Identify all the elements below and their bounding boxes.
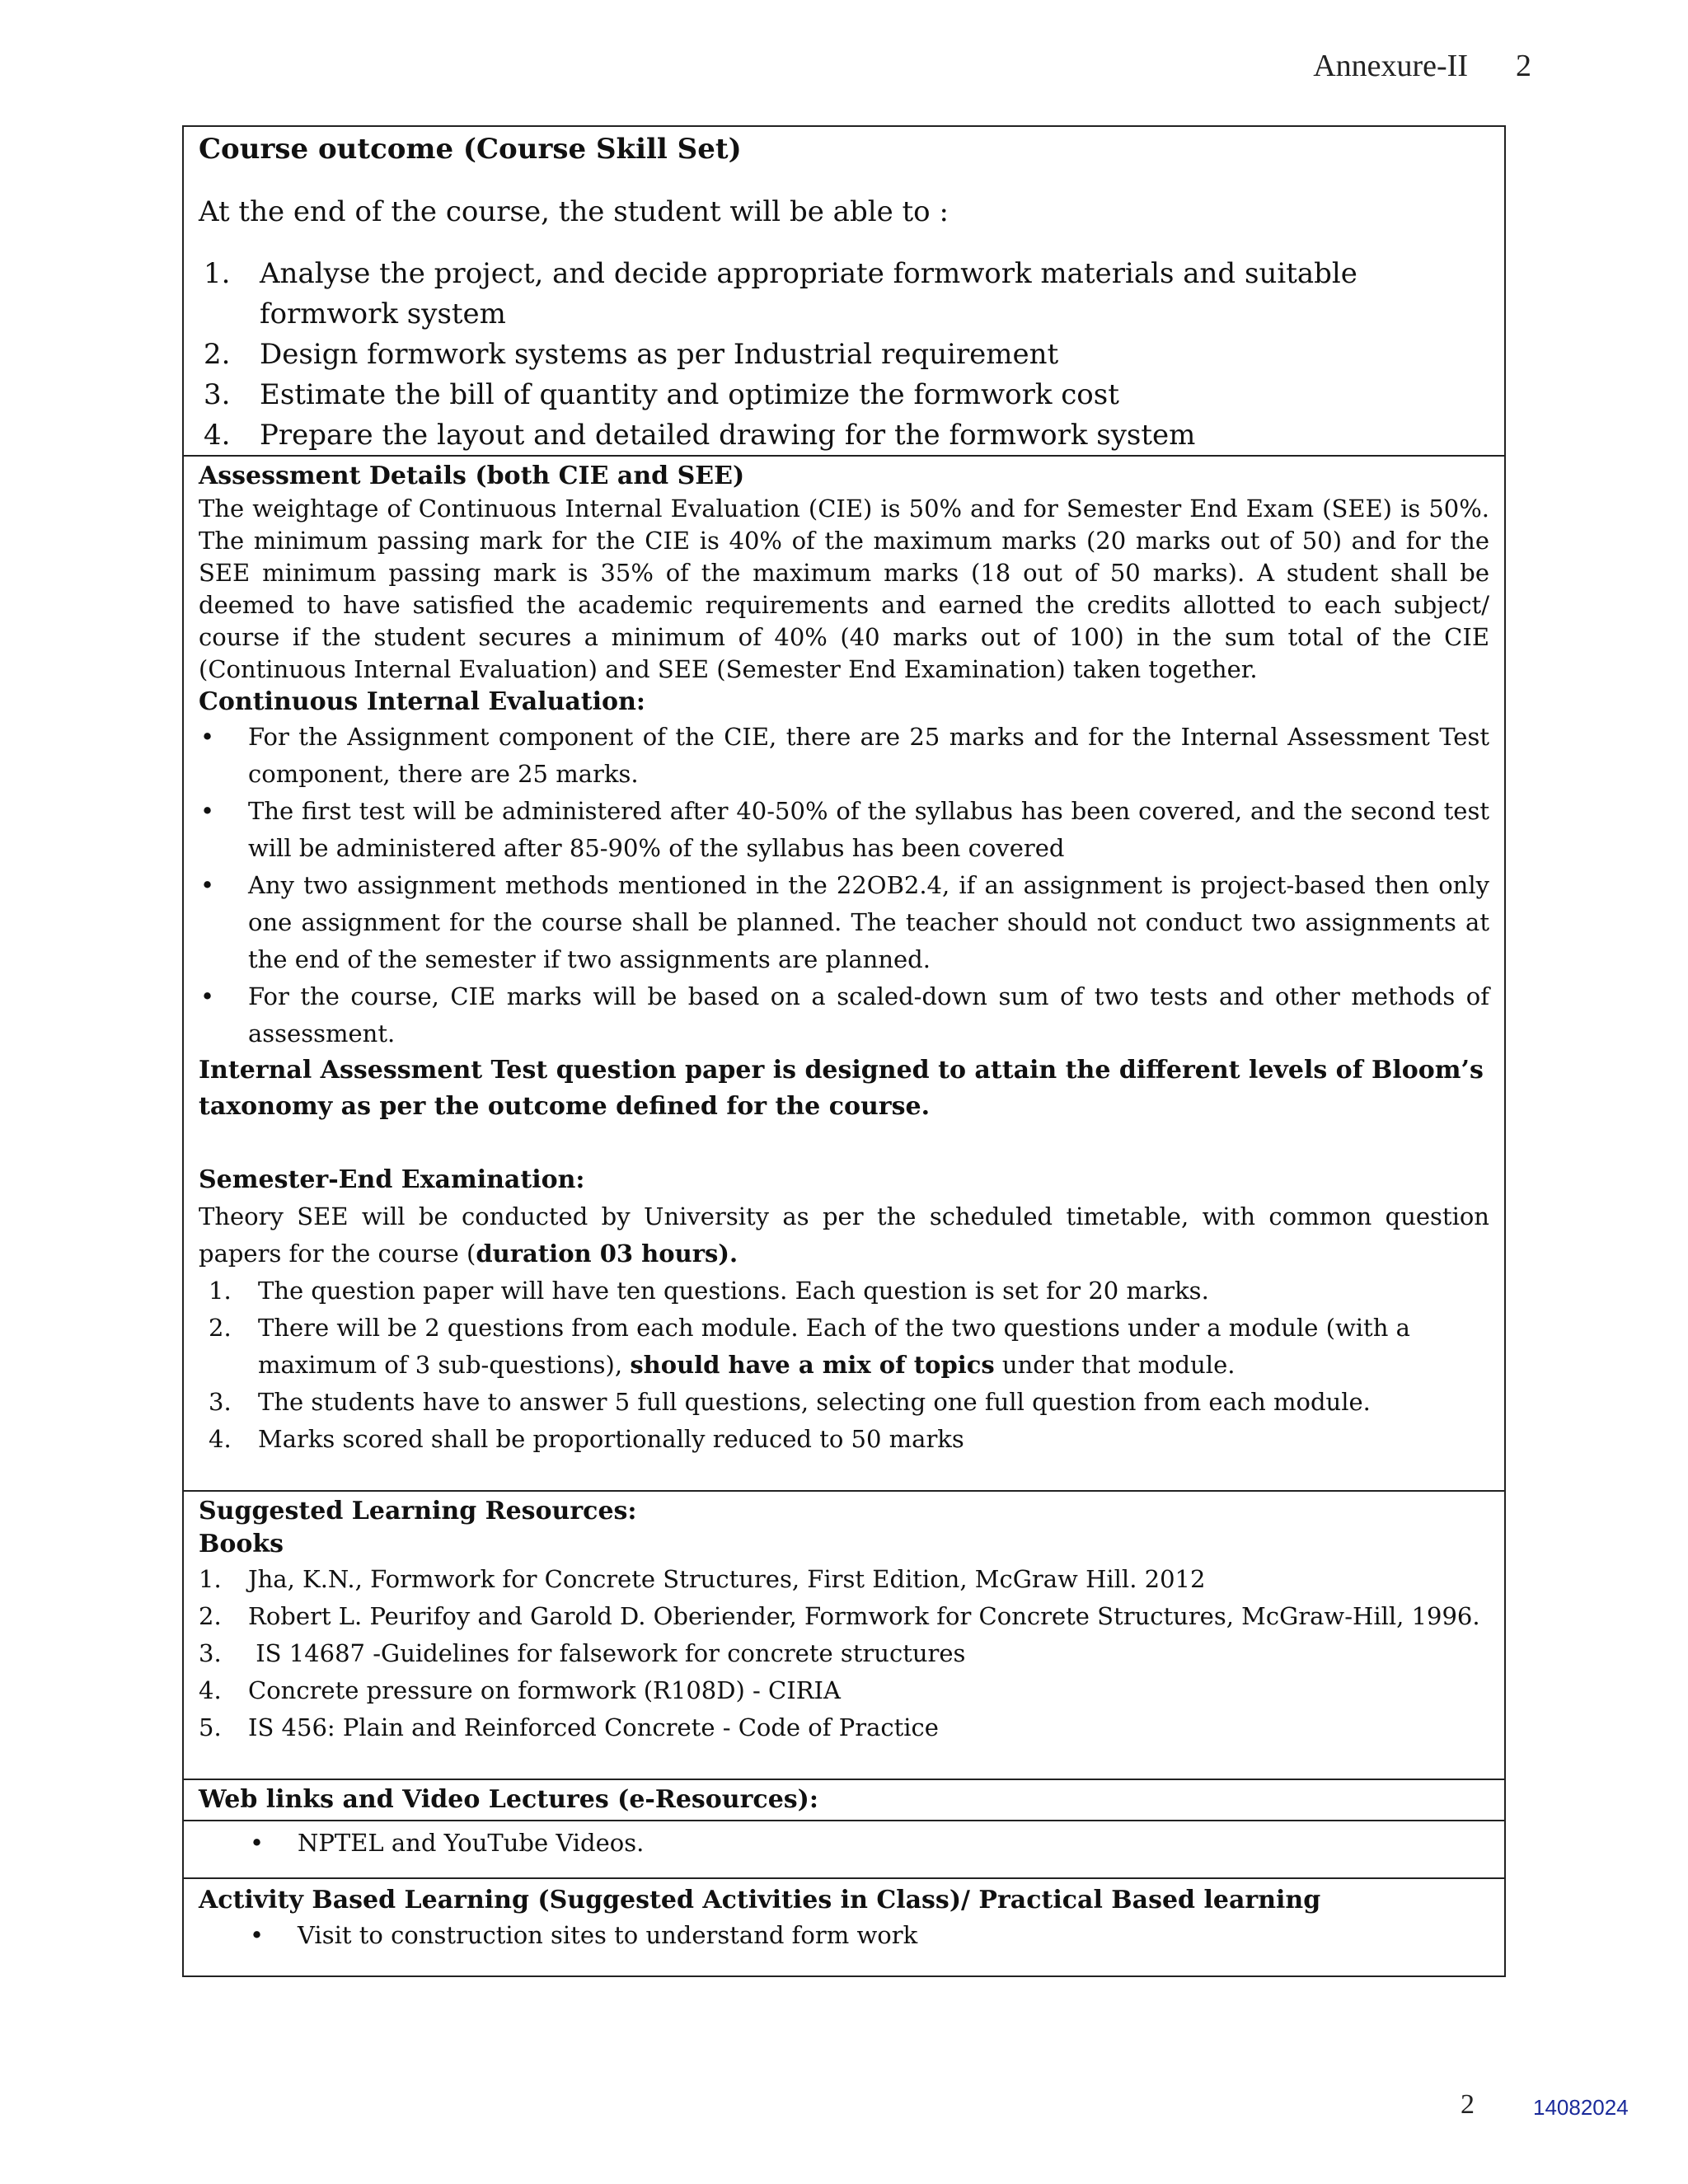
- list-item: 4. Marks scored shall be proportionally reduced to 50 marks: [209, 1425, 964, 1453]
- page-header: [1313, 48, 1531, 84]
- list-item: • Any two assignment methods mentioned in the 22OB2.4, if an assignment is project-based then only one assignment for the course shall be planned. The teacher should not conduct two assignments at the end of the semester if two assignments are planned.: [199, 867, 1489, 978]
- assessment-section: [184, 457, 1504, 1492]
- syllabus-table: [182, 125, 1506, 1977]
- list-item: 1. Analyse the project, and decide appropriate formwork materials and suitable formwork system: [204, 257, 1357, 330]
- course-outcome-section: [184, 127, 1504, 457]
- header-page-number: 2: [1516, 49, 1531, 83]
- resources-section: [184, 1492, 1504, 1780]
- see-paragraph: Theory SEE will be conducted by University as per the scheduled timetable, with common question papers for the course (duration 03 hours).: [199, 1202, 1489, 1268]
- web-links-title: Web links and Video Lectures (e-Resources):: [199, 1785, 818, 1814]
- web-links-title-row: [184, 1780, 1504, 1821]
- activity-section: [184, 1879, 1504, 1975]
- bullet-icon: •: [200, 871, 215, 899]
- list-item: 2. Robert L. Peurifoy and Garold D. Oberiender, Formwork for Concrete Structures, McGraw-Hill, 1996.: [199, 1602, 1480, 1630]
- bullet-icon: •: [250, 1921, 265, 1949]
- books-list: [199, 1561, 1489, 1746]
- iat-note: Internal Assessment Test question paper is designed to attain the different levels of Bloom’s taxonomy as per the outcome defined for the course.: [199, 1056, 1484, 1121]
- books-title: Books: [199, 1530, 284, 1558]
- list-item: 1. Jha, K.N., Formwork for Concrete Structures, First Edition, McGraw Hill. 2012: [199, 1565, 1206, 1593]
- list-item: 4. Prepare the layout and detailed drawing for the formwork system: [204, 419, 1196, 452]
- list-item: 2. There will be 2 questions from each module. Each of the two questions under a module (with a maximum of 3 sub-questions), should have a mix of topics under that module.: [209, 1314, 1410, 1379]
- resources-title: Suggested Learning Resources:: [199, 1497, 637, 1526]
- list-item: 3. IS 14687 -Guidelines for falsework for concrete structures: [199, 1639, 966, 1667]
- list-item: 2. Design formwork systems as per Industrial requirement: [204, 338, 1059, 371]
- list-item: 3. Estimate the bill of quantity and optimize the formwork cost: [204, 378, 1119, 411]
- web-links-list: [199, 1825, 1489, 1862]
- list-item: • For the Assignment component of the CIE, there are 25 marks and for the Internal Assessment Test component, there are 25 marks.: [199, 719, 1489, 793]
- course-outcome-title: Course outcome (Course Skill Set): [199, 133, 742, 166]
- list-item: 4. Concrete pressure on formwork (R108D) - CIRIA: [199, 1676, 841, 1704]
- list-item: • For the course, CIE marks will be based on a scaled-down sum of two tests and other methods of assessment.: [199, 978, 1489, 1052]
- course-outcome-list: [199, 254, 1489, 456]
- footer-page-number: 2: [1461, 2089, 1475, 2120]
- course-outcome-intro: At the end of the course, the student will be able to :: [199, 195, 949, 228]
- list-item: 1. The question paper will have ten questions. Each question is set for 20 marks.: [209, 1277, 1209, 1305]
- list-item: • The first test will be administered after 40-50% of the syllabus has been covered, and the second test will be administered after 85-90% of the syllabus has been covered: [199, 793, 1489, 867]
- annexure-label: Annexure-II: [1313, 49, 1468, 83]
- activity-title: Activity Based Learning (Suggested Activities in Class)/ Practical Based learning: [199, 1886, 1321, 1915]
- assessment-paragraph: The weightage of Continuous Internal Evaluation (CIE) is 50% and for Semester End Exam (SEE) is 50%. The minimum passing mark for the CIE is 40% of the maximum marks (20 marks out of 50) and for the SEE minimum passing mark is 35% of the maximum marks (18 out of 50 marks). A student shall be deemed to have satisfied the academic requirements and earned the credits allotted to each subject/ course if the student secures a minimum of 40% (40 marks out of 100) in the sum total of the CIE (Continuous Internal Evaluation) and SEE (Semester End Examination) taken together.: [199, 494, 1489, 683]
- footer-code: 14082024: [1533, 2095, 1629, 2120]
- bullet-icon: •: [200, 797, 215, 825]
- list-item: 5. IS 456: Plain and Reinforced Concrete - Code of Practice: [199, 1713, 939, 1741]
- bullet-icon: •: [200, 982, 215, 1010]
- activity-list: [199, 1917, 1489, 1954]
- bullet-icon: •: [250, 1829, 265, 1857]
- cie-title: Continuous Internal Evaluation:: [199, 687, 645, 716]
- list-item: • Visit to construction sites to understand form work: [199, 1917, 1489, 1954]
- see-title: Semester-End Examination:: [199, 1165, 585, 1194]
- list-item: 3. The students have to answer 5 full questions, selecting one full question from each module.: [209, 1388, 1371, 1416]
- web-links-row: [184, 1821, 1504, 1879]
- bullet-icon: •: [200, 723, 215, 751]
- cie-bullets: [199, 719, 1489, 1052]
- assessment-title: Assessment Details (both CIE and SEE): [199, 462, 745, 490]
- see-list: [199, 1272, 1489, 1458]
- list-item: • NPTEL and YouTube Videos.: [199, 1825, 1489, 1862]
